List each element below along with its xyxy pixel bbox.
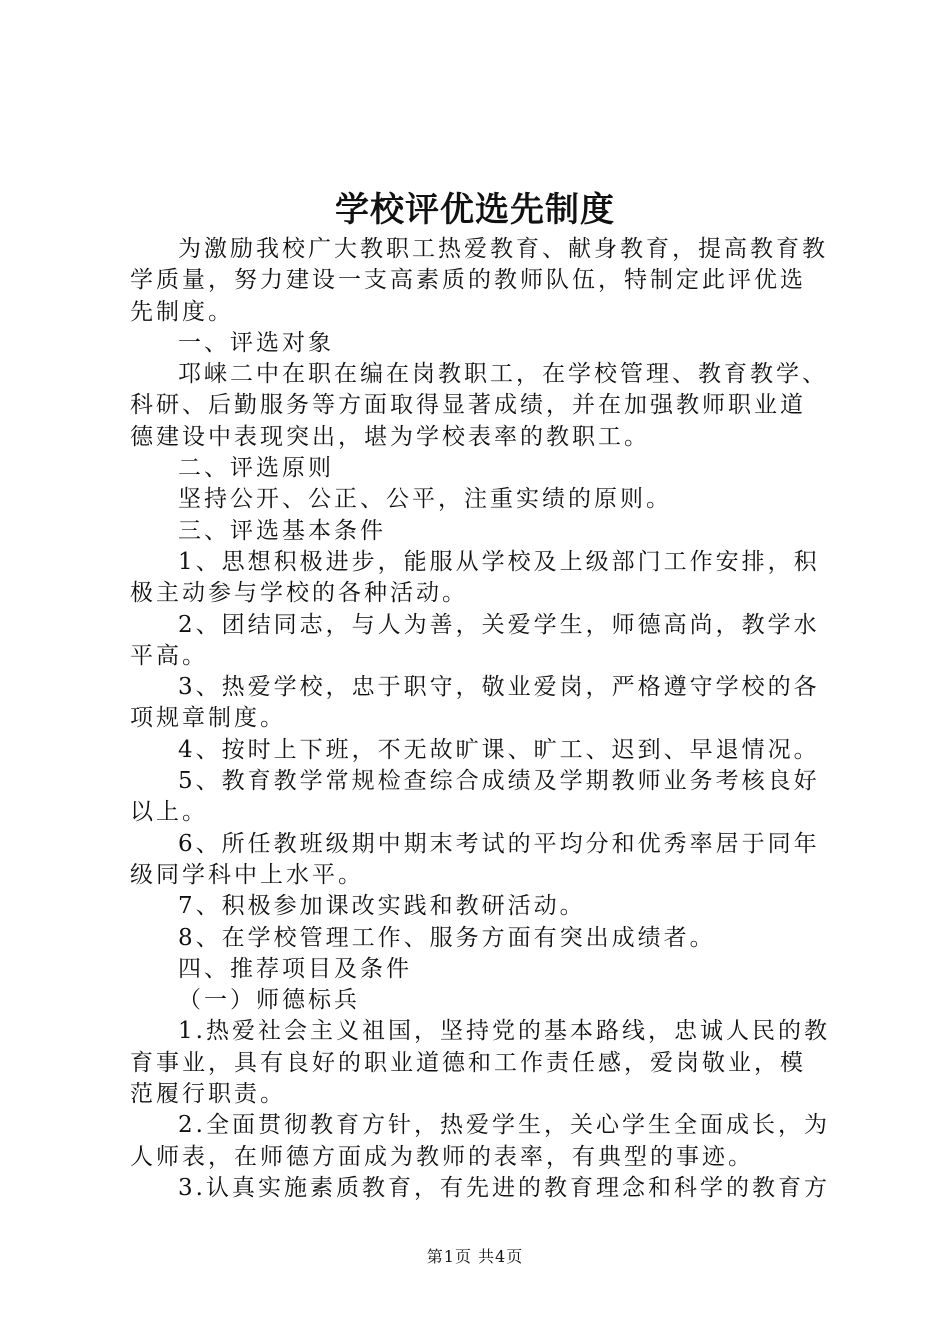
list-item: 3.认真实施素质教育，有先进的教育理念和科学的教育方 [178, 1174, 830, 1201]
list-item: 6、所任教班级期中期末考试的平均分和优秀率居于同年级同学科中上水平。 [130, 830, 820, 888]
paragraph: 坚持公开、公正、公平，注重实绩的原则。 [178, 486, 672, 513]
section-heading-1: 一、评选对象 [178, 329, 334, 356]
subsection-heading: （一）师德标兵 [178, 987, 360, 1014]
document-body [130, 234, 830, 1204]
paragraph: 邛崃二中在职在编在岗教职工，在学校管理、教育教学、科研、后勤服务等方面取得显著成绩，并在加强教师职业道德建设中表现突出，堪为学校表率的教职工。 [130, 361, 828, 450]
page-number-footer: 第1页 共4页 [426, 1247, 524, 1266]
list-item: 7、积极参加课改实践和教研活动。 [178, 893, 586, 920]
list-item: 8、在学校管理工作、服务方面有突出成绩者。 [178, 924, 716, 951]
list-item: 1、思想积极进步，能服从学校及上级部门工作安排，积极主动参与学校的各种活动。 [130, 548, 820, 607]
document-title: 学校评优选先制度 [335, 190, 615, 230]
list-item: 5、教育教学常规检查综合成绩及学期教师业务考核良好以上。 [130, 768, 820, 826]
list-item: 3、热爱学校，忠于职守，敬业爱岗，严格遵守学校的各项规章制度。 [130, 674, 820, 732]
section-heading-3: 三、评选基本条件 [178, 517, 386, 544]
section-heading-2: 二、评选原则 [178, 455, 334, 482]
list-item: 2、团结同志，与人为善，关爱学生，师德高尚，教学水平高。 [130, 611, 820, 669]
list-item: 4、按时上下班，不无故旷课、旷工、迟到、早退情况。 [178, 736, 820, 763]
section-heading-4: 四、推荐项目及条件 [178, 955, 412, 982]
list-item: 2.全面贯彻教育方针，热爱学生，关心学生全面成长，为人师表，在师德方面成为教师的表率，有典型的事迹。 [130, 1112, 830, 1170]
list-item: 1.热爱社会主义祖国，坚持党的基本路线，忠诚人民的教育事业，具有良好的职业道德和工作责任感，爱岗敬业，模范履行职责。 [130, 1018, 830, 1108]
intro-paragraph: 为激励我校广大教职工热爱教育、献身教育，提高教育教学质量，努力建设一支高素质的教师队伍，特制定此评优选先制度。 [130, 236, 828, 325]
